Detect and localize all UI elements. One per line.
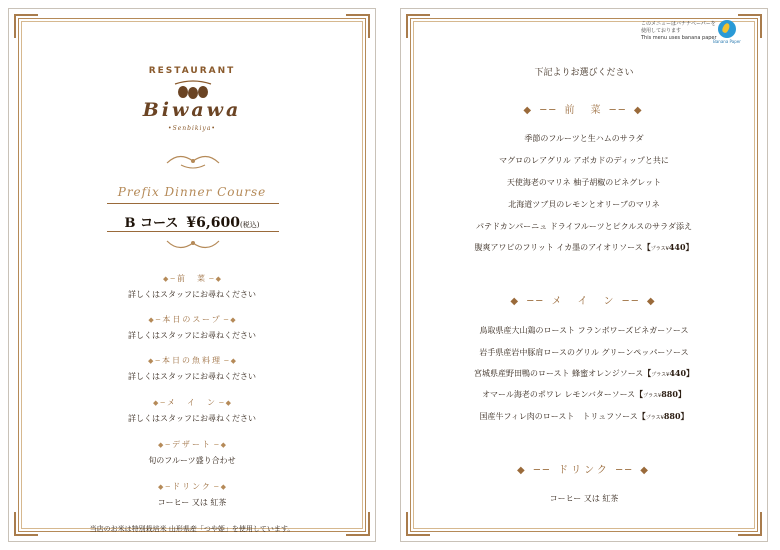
section-title-dessert: ◆ ─ デザート ─ ◆ [157, 440, 227, 449]
restaurant-label: RESTAURANT [148, 66, 236, 76]
section-title-fish: ◆ ─ 本日の魚料理 ─ ◆ [147, 356, 237, 365]
section-title-drink: ◆ ── ドリンク ── ◆ [517, 465, 651, 476]
course-tax-note: (税込) [240, 221, 260, 229]
surcharge: 【プラス¥880】 [637, 411, 689, 421]
divider [107, 203, 279, 204]
banana-paper-caption: Banana Paper [713, 39, 741, 44]
surcharge: 【プラス¥440】 [643, 368, 695, 378]
course-title [9, 212, 375, 231]
eco-note-line: このメニューはバナナペーパーを [641, 21, 716, 27]
course-name: B コース [124, 216, 179, 231]
section-title-drink: ◆ ─ ドリンク ─ ◆ [158, 482, 226, 491]
main-item: 宮城県産野田鴨のロースト 蜂蜜オレンジソース【プラス¥440】 [473, 368, 695, 378]
starter-item: マグロのレアグリル アボカドのディップと共に [499, 156, 669, 165]
banana-paper-logo-icon [718, 20, 736, 38]
starter-item: 天使海老のマリネ 柚子胡椒のビネグレット [506, 178, 662, 187]
corner-ornament [406, 512, 430, 536]
section-item: 旬のフルーツ盛り合わせ [148, 456, 236, 465]
flourish-ornament-icon [163, 233, 223, 255]
menu-page-left [8, 8, 376, 542]
drink-item: コーヒー 又は 紅茶 [549, 494, 619, 503]
banana-paper-note [641, 21, 717, 42]
section-item: 詳しくはスタッフにお尋ねください [128, 372, 256, 381]
starter-item: 北海道ツブ貝のレモンとオリーブのマリネ [508, 200, 660, 209]
menu-page-right [400, 8, 768, 542]
section-item: 詳しくはスタッフにお尋ねください [128, 414, 256, 423]
starter-item: 季節のフルーツと生ハムのサラダ [524, 134, 644, 143]
section-title-starters: ◆ ── 前 菜 ── ◆ [523, 105, 645, 116]
surcharge: 【プラス¥440】 [642, 242, 694, 252]
section-title-soup: ◆ ─ 本日のスープ ─ ◆ [148, 315, 236, 324]
brand-name: Biwawa [142, 99, 242, 121]
section-item: 詳しくはスタッフにお尋ねください [128, 290, 256, 299]
page-frame-inner [413, 21, 755, 529]
course-price: ¥6,600 [186, 215, 240, 231]
section-item: 詳しくはスタッフにお尋ねください [128, 331, 256, 340]
flourish-ornament-icon [163, 149, 223, 171]
corner-ornament [738, 512, 762, 536]
choose-heading: 下記よりお選びください [534, 68, 634, 78]
starter-item: パテドカンパーニュ ドライフルーツとピクルスのサラダ添え [475, 222, 693, 231]
main-item: 鳥取県産大山鶏のロースト フランボワーズビネガーソース [479, 326, 689, 335]
eco-note-line: 使用しております [641, 28, 682, 34]
olive-logo-icon [173, 78, 213, 100]
surcharge: 【プラス¥880】 [635, 389, 686, 399]
section-title-main: ◆ ─ メ イ ン ─ ◆ [152, 398, 232, 407]
corner-ornament [14, 14, 38, 38]
brand-subtitle: •Senbikiya• [168, 125, 216, 132]
corner-ornament [738, 14, 762, 38]
main-item: オマール海老のポワレ レモンバターソース【プラス¥880】 [482, 389, 686, 399]
rice-note: 当店のお米は特別栽培米 山形県産「つや姫」を使用しています。 [89, 525, 295, 533]
section-item: コーヒー 又は 紅茶 [157, 498, 227, 507]
corner-ornament [346, 14, 370, 38]
section-title-starters: ◆ ─ 前 菜 ─ ◆ [162, 274, 222, 283]
divider [107, 231, 279, 232]
main-item: 国産牛フィレ肉のロースト トリュフソース【プラス¥880】 [479, 411, 689, 421]
eco-note-line: This menu uses banana paper [641, 35, 717, 41]
starter-item: 腹爽アワビのフリット イカ墨のアイオリソース【プラス¥440】 [474, 242, 694, 252]
main-item: 岩手県産岩中豚肩ロースのグリル グリーンペッパーソース [479, 348, 689, 357]
section-title-main: ◆ ── メ イ ン ── ◆ [510, 296, 658, 307]
corner-ornament [406, 14, 430, 38]
course-category: Prefix Dinner Course [117, 185, 267, 199]
